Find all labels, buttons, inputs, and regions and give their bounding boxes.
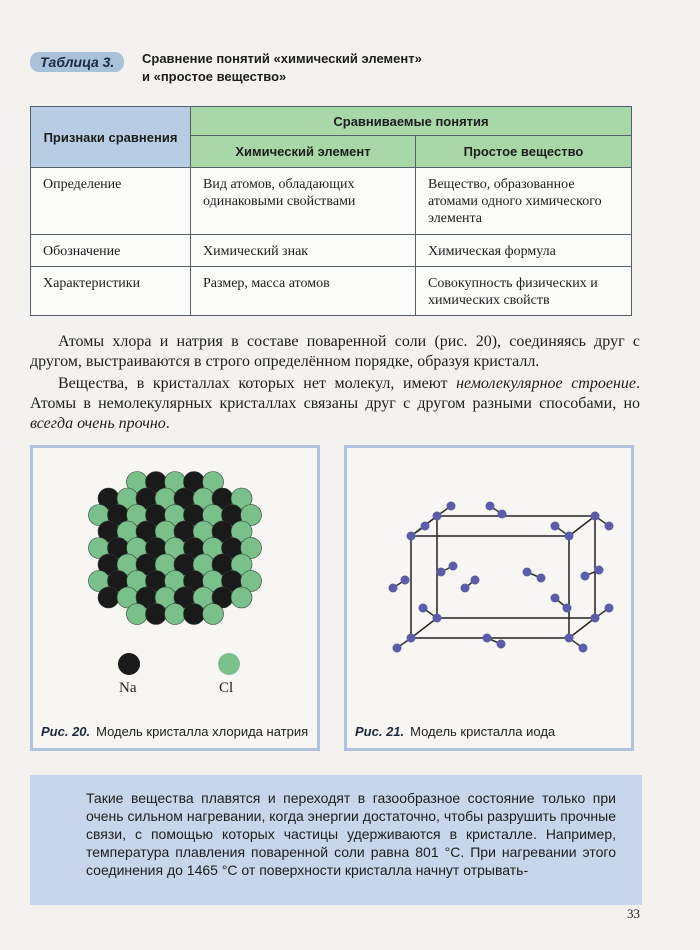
table-caption xyxy=(30,50,670,90)
iodine-atom xyxy=(497,640,506,649)
nacl-crystal-illustration xyxy=(33,448,317,688)
crystal-atom xyxy=(165,604,186,625)
header-element: Химический элемент xyxy=(191,136,416,168)
iodine-atom xyxy=(595,566,604,575)
iodine-atom xyxy=(605,604,614,613)
row-sign: Обозначение xyxy=(31,235,191,267)
figure-21-caption xyxy=(355,724,623,740)
iodine-atom xyxy=(471,576,480,585)
row-substance: Химическая формула xyxy=(416,235,632,267)
iodine-atom xyxy=(565,634,574,643)
note-box: Такие вещества плавятся и переходят в газообразное состояние только при очень сильном нагревании, когда энергии достаточно, чтобы разрушить прочные связи, с помощью которых частицы удерживаются в кристалле. Например, температура плавления поваренной соли равна 801 °С. При нагревании этого соединения до 1465 °С от поверхности кристалла начнут отрывать- xyxy=(30,775,642,905)
table-title-line1: Сравнение понятий «химический элемент» xyxy=(142,51,422,66)
row-sign: Определение xyxy=(31,168,191,235)
figure-20-caption-text: Модель кристалла хлорида натрия xyxy=(96,724,309,739)
cl-legend-atom xyxy=(218,653,240,675)
page-number: 33 xyxy=(627,906,640,921)
emphasis-strong: всегда очень прочно xyxy=(30,415,166,432)
iodine-atom xyxy=(433,512,442,521)
iodine-atom xyxy=(401,576,410,585)
row-substance: Вещество, образованное атомами одного химического элемента xyxy=(416,168,632,235)
crystal-atom xyxy=(203,604,224,625)
iodine-atom xyxy=(433,614,442,623)
iodine-atom xyxy=(483,634,492,643)
paragraph-2-text: . xyxy=(165,415,170,432)
crystal-atom xyxy=(127,604,148,625)
row-element: Химический знак xyxy=(191,235,416,267)
table-title xyxy=(142,50,422,86)
iodine-atom xyxy=(563,604,572,613)
iodine-atom xyxy=(551,522,560,531)
paragraph-2 xyxy=(30,374,640,434)
figure-21 xyxy=(344,445,634,751)
iodine-crystal-illustration xyxy=(347,448,631,688)
row-element: Размер, масса атомов xyxy=(191,267,416,316)
iodine-atom xyxy=(437,568,446,577)
iodine-atom xyxy=(498,510,507,519)
header-signs: Признаки сравнения xyxy=(31,107,191,168)
crystal-atom xyxy=(98,587,119,608)
iodine-atom xyxy=(591,614,600,623)
iodine-atom xyxy=(447,502,456,511)
iodine-atom xyxy=(537,574,546,583)
na-label: Na xyxy=(119,680,137,696)
row-element: Вид атомов, обладающих одинаковыми свойствами xyxy=(191,168,416,235)
iodine-atom xyxy=(591,512,600,521)
row-substance: Совокупность физических и химических свойств xyxy=(416,267,632,316)
header-concepts: Сравниваемые понятия xyxy=(191,107,632,136)
table-row xyxy=(31,267,632,316)
iodine-atom xyxy=(565,532,574,541)
crystal-atom xyxy=(146,604,167,625)
iodine-atom xyxy=(407,532,416,541)
iodine-atom xyxy=(407,634,416,643)
figure-21-tag: Рис. 21. xyxy=(355,724,405,739)
row-sign: Характеристики xyxy=(31,267,191,316)
iodine-atom xyxy=(389,584,398,593)
table-tag: Таблица 3. xyxy=(30,52,124,72)
iodine-atom xyxy=(449,562,458,571)
iodine-atom xyxy=(605,522,614,531)
crystal-atom xyxy=(184,604,205,625)
table-row xyxy=(31,168,632,235)
iodine-atom xyxy=(421,522,430,531)
iodine-atom xyxy=(419,604,428,613)
figure-20-tag: Рис. 20. xyxy=(41,724,91,739)
figure-21-caption-text: Модель кристалла иода xyxy=(410,724,556,739)
table-row xyxy=(31,235,632,267)
iodine-atom xyxy=(393,644,402,653)
cl-label: Cl xyxy=(219,680,234,696)
iodine-atom xyxy=(551,594,560,603)
iodine-atom xyxy=(581,572,590,581)
comparison-table xyxy=(30,106,632,316)
table-title-line2: и «простое вещество» xyxy=(142,69,287,84)
paragraph-2-text: . Атомы в немолекулярных кристаллах связаны друг с другом разными способами, но xyxy=(30,375,640,412)
iodine-atom xyxy=(523,568,532,577)
na-legend-atom xyxy=(118,653,140,675)
figure-20 xyxy=(30,445,320,751)
header-substance: Простое вещество xyxy=(416,136,632,168)
iodine-atom xyxy=(486,502,495,511)
iodine-atom xyxy=(579,644,588,653)
figure-20-caption xyxy=(41,724,309,740)
paragraph-2-text: Вещества, в кристаллах которых нет молекул, имеют xyxy=(58,375,457,392)
term-nonmolecular: немолекулярное строение xyxy=(456,375,636,392)
iodine-atom xyxy=(461,584,470,593)
paragraph-1: Атомы хлора и натрия в составе поваренной соли (рис. 20), соединяясь друг с другом, выстраиваются в строго определённом порядке, образуя кристалл. xyxy=(30,333,640,370)
crystal-atom xyxy=(231,587,252,608)
